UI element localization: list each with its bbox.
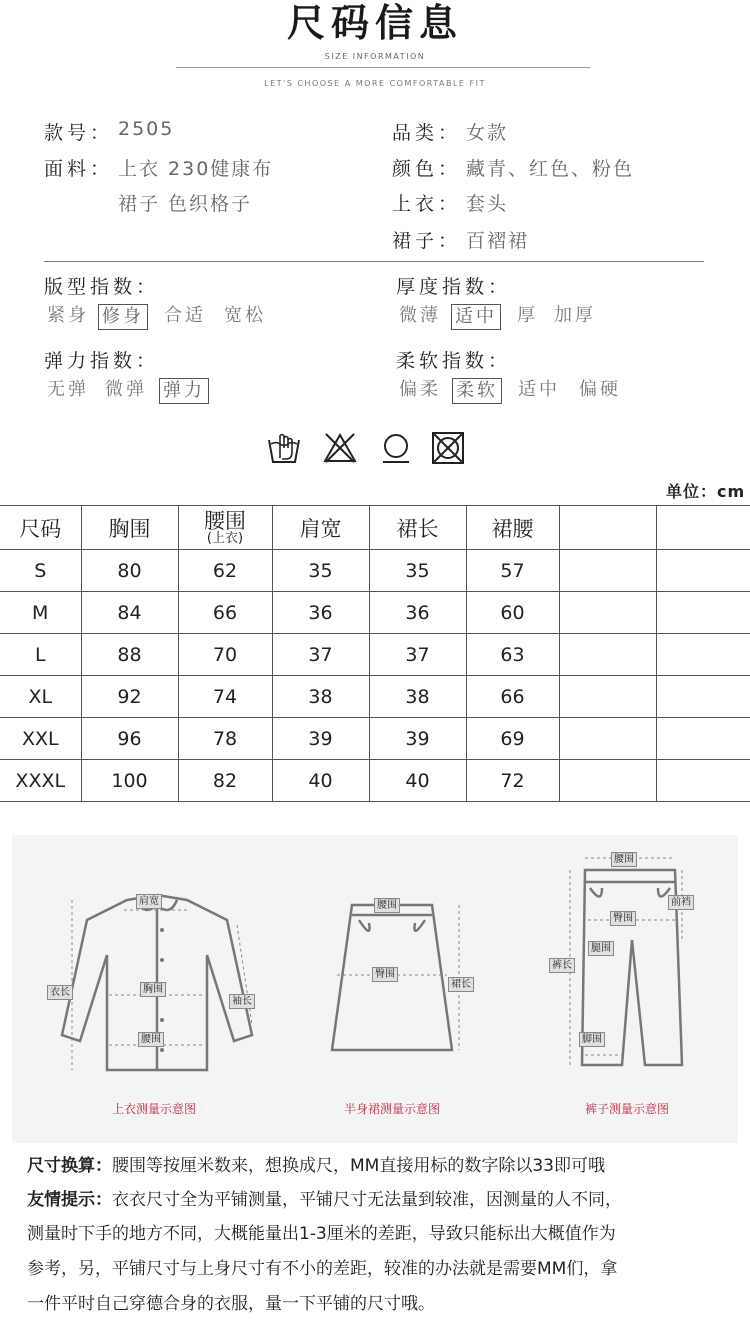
cell-shoulder: 38 (272, 676, 369, 718)
cell-empty (656, 592, 750, 634)
cell-chest: 88 (81, 634, 178, 676)
header-chest: 胸围 (81, 506, 178, 550)
top-length-tag: 衣长 (47, 985, 73, 1000)
fit-option: 紧身 (47, 305, 89, 326)
table-row (0, 550, 750, 592)
header-skirt-waist: 裙腰 (466, 506, 559, 550)
cell-empty (559, 592, 656, 634)
cell-shoulder: 35 (272, 550, 369, 592)
cell-waist: 82 (178, 760, 272, 802)
pants-thigh-tag: 腿围 (588, 941, 614, 956)
cell-waist: 70 (178, 634, 272, 676)
cell-skirt-length: 39 (369, 718, 466, 760)
cell-chest: 92 (81, 676, 178, 718)
pants-hip-tag: 臀围 (610, 911, 636, 926)
cell-size: M (0, 592, 81, 634)
elasticity-option: 无弹 (47, 379, 89, 400)
pants-rise-tag: 前裆 (668, 895, 694, 910)
no-bleach-icon (322, 430, 358, 466)
cell-size: XL (0, 676, 81, 718)
cell-waist: 78 (178, 718, 272, 760)
cell-waist: 66 (178, 592, 272, 634)
pants-length-tag: 裤长 (549, 958, 575, 973)
cell-empty (656, 676, 750, 718)
header-empty (656, 506, 750, 550)
header-size: 尺码 (0, 506, 81, 550)
cell-waist: 62 (178, 550, 272, 592)
cell-empty (656, 760, 750, 802)
page-title: 尺码信息 (286, 1, 463, 45)
cell-skirt-waist: 66 (466, 676, 559, 718)
softness-index-title: 柔软指数： (396, 350, 512, 372)
thickness-option: 微薄 (399, 305, 441, 326)
size-table (0, 505, 750, 802)
thickness-option: 加厚 (554, 305, 596, 326)
pants-caption: 裤子测量示意图 (585, 1102, 670, 1116)
style-no-value: 2505 (118, 118, 175, 140)
dry-clean-icon (378, 430, 414, 466)
elasticity-index-title: 弹力指数： (44, 350, 160, 372)
table-row (0, 634, 750, 676)
tip-line-2: 测量时下手的地方不同，大概能量出1-3厘米的差距，导致只能标出大概值作为 (27, 1224, 616, 1244)
top-waist-tag: 腰围 (138, 1032, 164, 1047)
elasticity-index-options (44, 378, 364, 406)
header-empty (559, 506, 656, 550)
cell-skirt-waist: 69 (466, 718, 559, 760)
top-sleeve-tag: 袖长 (229, 994, 255, 1009)
cell-skirt-waist: 60 (466, 592, 559, 634)
hand-wash-icon (266, 430, 302, 466)
elasticity-option: 微弹 (105, 379, 147, 400)
header-waist (178, 506, 272, 550)
fit-option: 合适 (164, 305, 206, 326)
cell-empty (559, 760, 656, 802)
fabric-line1: 上衣 230健康布 (118, 158, 274, 180)
cell-chest: 96 (81, 718, 178, 760)
header-waist-sub: (上衣) (206, 530, 244, 546)
softness-option-selected: 柔软 (452, 378, 502, 404)
page-tagline: LET'S CHOOSE A MORE COMFORTABLE FIT (264, 79, 486, 88)
info-divider (44, 261, 704, 262)
cell-shoulder: 40 (272, 760, 369, 802)
cell-skirt-length: 36 (369, 592, 466, 634)
cell-empty (559, 550, 656, 592)
fit-option-selected: 修身 (98, 304, 148, 330)
no-tumble-dry-icon (430, 430, 466, 466)
header-skirt-length: 裙长 (369, 506, 466, 550)
unit-label: 单位：cm (666, 482, 746, 501)
cell-size: S (0, 550, 81, 592)
thickness-option: 厚 (517, 305, 538, 326)
cell-size: XXXL (0, 760, 81, 802)
tip-line-1 (27, 1184, 622, 1216)
page-subtitle: SIZE INFORMATION (324, 52, 426, 61)
care-icons (266, 430, 486, 468)
cell-empty (559, 718, 656, 760)
header-divider (176, 67, 590, 68)
cell-skirt-length: 35 (369, 550, 466, 592)
skirt-waist-tag: 腰围 (374, 898, 400, 913)
table-row (0, 592, 750, 634)
cell-skirt-waist: 63 (466, 634, 559, 676)
cell-chest: 80 (81, 550, 178, 592)
cell-shoulder: 39 (272, 718, 369, 760)
top-shoulder-tag: 肩宽 (136, 894, 162, 909)
cell-waist: 74 (178, 676, 272, 718)
cell-size: XXL (0, 718, 81, 760)
skirt-hip-tag: 臀围 (372, 967, 398, 982)
top-caption: 上衣测量示意图 (112, 1102, 197, 1116)
softness-index-options (396, 378, 716, 406)
pants-waist-tag: 腰围 (611, 852, 637, 867)
top-chest-tag: 胸围 (140, 982, 166, 997)
cell-chest: 84 (81, 592, 178, 634)
cell-skirt-length: 37 (369, 634, 466, 676)
skirt-style-label: 裙子： (392, 230, 462, 252)
conversion-text: 腰围等按厘米数来，想换成尺，MM直接用标的数字除以33即可哦 (112, 1156, 605, 1176)
elasticity-option-selected: 弹力 (159, 378, 209, 404)
cell-empty (559, 676, 656, 718)
table-row (0, 760, 750, 802)
style-no-label: 款号： (44, 122, 114, 144)
cell-shoulder: 37 (272, 634, 369, 676)
cell-shoulder: 36 (272, 592, 369, 634)
conversion-note (27, 1150, 605, 1182)
top-style-value: 套头 (466, 193, 509, 215)
table-row (0, 718, 750, 760)
cell-chest: 100 (81, 760, 178, 802)
skirt-caption: 半身裙测量示意图 (344, 1102, 441, 1116)
thickness-index-options (396, 304, 716, 332)
softness-option: 偏柔 (399, 379, 441, 400)
softness-option: 适中 (518, 379, 560, 400)
fabric-label: 面料： (44, 158, 114, 180)
tip-line-3: 参考，另，平铺尺寸与上身尺寸有不小的差距，较准的办法就是需要MM们，拿 (27, 1259, 618, 1279)
top-style-label: 上衣： (392, 193, 462, 215)
cell-empty (656, 634, 750, 676)
category-label: 品类： (392, 122, 462, 144)
table-row (0, 676, 750, 718)
cell-empty (559, 634, 656, 676)
tip-text-1: 衣衣尺寸全为平铺测量，平铺尺寸无法量到较准，因测量的人不同， (112, 1190, 622, 1210)
skirt-length-tag: 裙长 (448, 977, 474, 992)
fabric-line2: 裙子 色织格子 (118, 193, 253, 215)
category-value: 女款 (466, 122, 509, 144)
cell-skirt-waist: 57 (466, 550, 559, 592)
fit-index-options (44, 304, 364, 332)
pants-hem-tag: 脚围 (579, 1032, 605, 1047)
fit-index-title: 版型指数： (44, 276, 160, 298)
measurement-diagram (12, 835, 738, 1143)
thickness-index-title: 厚度指数： (396, 276, 512, 298)
skirt-style-value: 百褶裙 (466, 230, 530, 252)
header-waist-label: 腰围 (204, 508, 246, 533)
softness-option: 偏硬 (579, 379, 621, 400)
tip-label: 友情提示： (27, 1190, 112, 1210)
thickness-option-selected: 适中 (451, 304, 501, 330)
cell-skirt-length: 40 (369, 760, 466, 802)
fit-option: 宽松 (224, 305, 266, 326)
conversion-label: 尺寸换算： (27, 1156, 112, 1176)
tip-line-4: 一件平时自己穿德合身的衣服，量一下平铺的尺寸哦。 (27, 1294, 435, 1314)
cell-skirt-length: 38 (369, 676, 466, 718)
color-value: 藏青、红色、粉色 (466, 158, 635, 180)
table-header-row (0, 506, 750, 550)
color-label: 颜色： (392, 158, 462, 180)
cell-empty (656, 550, 750, 592)
header-shoulder: 肩宽 (272, 506, 369, 550)
cell-skirt-waist: 72 (466, 760, 559, 802)
cell-size: L (0, 634, 81, 676)
cell-empty (656, 718, 750, 760)
